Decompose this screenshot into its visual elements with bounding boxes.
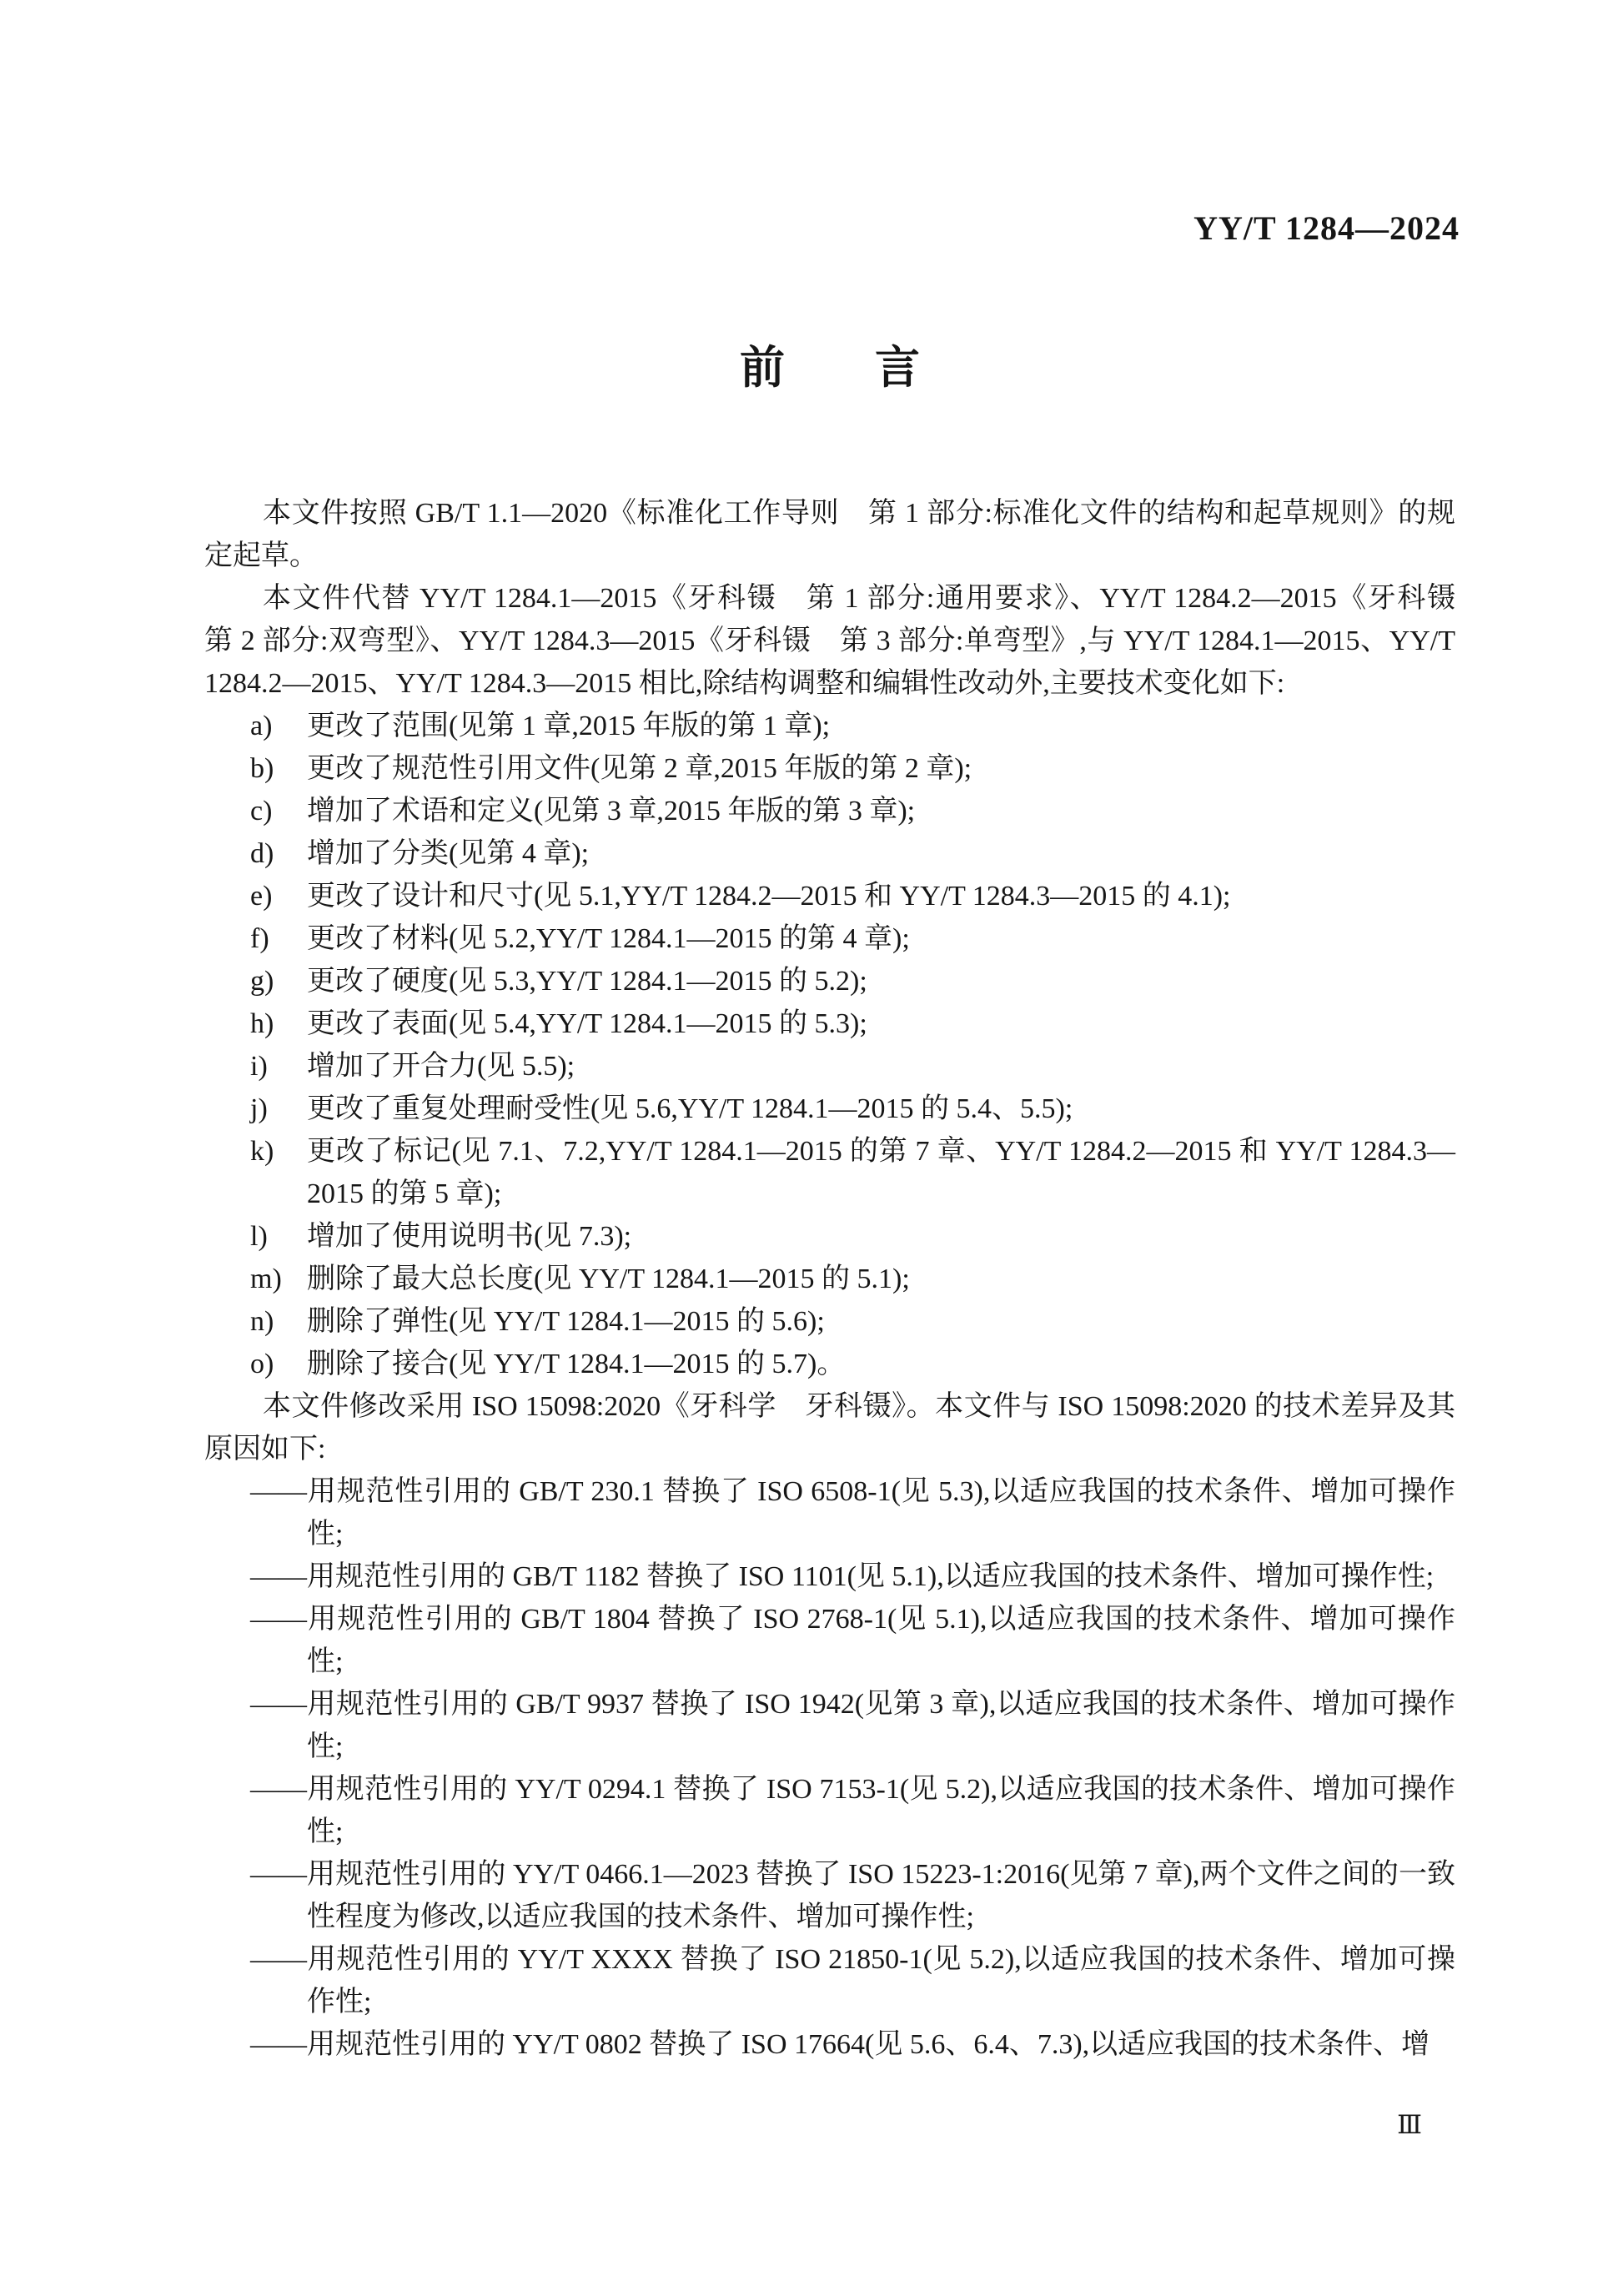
change-item-label: a) <box>250 711 273 741</box>
change-item-text: 更改了重复处理耐受性(见 5.6,YY/T 1284.1—2015 的 5.4、5.5); <box>307 1093 1073 1124</box>
difference-list-item: ——用规范性引用的 GB/T 1182 替换了 ISO 1101(见 5.1),以适应我国的技术条件、增加可操作性; <box>250 1561 1435 1592</box>
change-list-item <box>204 705 1455 747</box>
doc-number: YY/T 1284—2024 <box>1193 209 1460 247</box>
change-item-text: 更改了材料(见 5.2,YY/T 1284.1—2015 的第 4 章); <box>307 923 910 954</box>
difference-list-item: ——用规范性引用的 GB/T 9937 替换了 ISO 1942(见第 3 章),以适应我国的技术条件、增加可操作性; <box>250 1689 1455 1762</box>
change-list-item <box>204 1002 1455 1045</box>
change-item-text: 更改了硬度(见 5.3,YY/T 1284.1—2015 的 5.2); <box>307 966 867 997</box>
change-item-text: 更改了设计和尺寸(见 5.1,YY/T 1284.2—2015 和 YY/T 1284.3—2015 的 4.1); <box>307 881 1231 912</box>
change-item-label: g) <box>250 966 274 997</box>
change-item-text: 增加了分类(见第 4 章); <box>307 838 590 869</box>
change-item-text: 增加了使用说明书(见 7.3); <box>307 1221 632 1252</box>
change-item-text: 删除了最大总长度(见 YY/T 1284.1—2015 的 5.1); <box>307 1264 910 1294</box>
page-number: Ⅲ <box>1397 2110 1422 2139</box>
change-list-item <box>204 1088 1455 1130</box>
change-item-label: f) <box>250 923 269 954</box>
change-list-item <box>204 1300 1455 1343</box>
iso-adoption-paragraph: 本文件修改采用 ISO 15098:2020《牙科学 牙科镊》。本文件与 ISO 15098:2020 的技术差异及其原因如下: <box>204 1391 1455 1465</box>
change-list-item <box>204 1258 1455 1300</box>
change-item-text: 更改了表面(见 5.4,YY/T 1284.1—2015 的 5.3); <box>307 1008 867 1039</box>
difference-list-item: ——用规范性引用的 YY/T 0294.1 替换了 ISO 7153-1(见 5.2),以适应我国的技术条件、增加可操作性; <box>250 1774 1455 1847</box>
change-list-item <box>204 1343 1455 1385</box>
change-list-item <box>204 1215 1455 1258</box>
change-item-label: n) <box>250 1306 274 1337</box>
difference-list-item: ——用规范性引用的 YY/T XXXX 替换了 ISO 21850-1(见 5.2),以适应我国的技术条件、增加可操作性; <box>250 1944 1455 2017</box>
change-item-label: e) <box>250 881 273 912</box>
change-list-item <box>204 747 1455 790</box>
change-item-label: b) <box>250 753 274 784</box>
change-list-item <box>204 832 1455 875</box>
change-item-text: 更改了规范性引用文件(见第 2 章,2015 年版的第 2 章); <box>307 753 972 784</box>
change-list-item <box>204 1045 1455 1088</box>
change-item-text: 增加了术语和定义(见第 3 章,2015 年版的第 3 章); <box>307 796 916 826</box>
change-list-item <box>204 1130 1455 1215</box>
change-item-label: k) <box>250 1136 274 1167</box>
difference-list-item: ——用规范性引用的 YY/T 0802 替换了 ISO 17664(见 5.6、6.4、7.3),以适应我国的技术条件、增 <box>250 2029 1430 2060</box>
page-title: 前 言 <box>740 343 920 393</box>
intro-paragraph: 本文件代替 YY/T 1284.1—2015《牙科镊 第 1 部分:通用要求》、YY/T 1284.2—2015《牙科镊 第 2 部分:双弯型》、YY/T 1284.3—2015《牙科镊 第 3 部分:单弯型》,与 YY/T 1284.1—2015、YY/T 1284.2—2015、YY/T 1284.3—2015 相比,除结构调整和编辑性改动外,主要技术变化如下: <box>204 583 1484 699</box>
change-item-text: 增加了开合力(见 5.5); <box>307 1051 575 1082</box>
change-item-label: d) <box>250 838 274 869</box>
change-list-item <box>204 960 1455 1002</box>
change-list-item <box>204 917 1455 960</box>
change-list-item <box>204 875 1455 917</box>
change-item-text: 删除了弹性(见 YY/T 1284.1—2015 的 5.6); <box>307 1306 825 1337</box>
change-item-label: i) <box>250 1051 268 1082</box>
change-item-text: 更改了范围(见第 1 章,2015 年版的第 1 章); <box>307 711 831 741</box>
change-item-label: h) <box>250 1008 274 1039</box>
difference-list-item: ——用规范性引用的 YY/T 0466.1—2023 替换了 ISO 15223-1:2016(见第 7 章),两个文件之间的一致性程度为修改,以适应我国的技术条件、增加可操作性; <box>250 1859 1455 1932</box>
change-list-item <box>204 790 1455 832</box>
change-item-label: m) <box>250 1264 282 1294</box>
change-item-label: l) <box>250 1221 268 1252</box>
difference-list-item: ——用规范性引用的 GB/T 230.1 替换了 ISO 6508-1(见 5.3),以适应我国的技术条件、增加可操作性; <box>250 1476 1455 1550</box>
change-item-label: c) <box>250 796 273 826</box>
change-item-label: o) <box>250 1349 274 1379</box>
change-item-text: 删除了接合(见 YY/T 1284.1—2015 的 5.7)。 <box>307 1349 846 1379</box>
change-item-text: 更改了标记(见 7.1、7.2,YY/T 1284.1—2015 的第 7 章、YY/T 1284.2—2015 和 YY/T 1284.3—2015 的第 5 章); <box>307 1136 1455 1209</box>
foreword-content <box>204 492 1484 2066</box>
change-item-label: j) <box>250 1093 268 1124</box>
intro-paragraph: 本文件按照 GB/T 1.1—2020《标准化工作导则 第 1 部分:标准化文件的结构和起草规则》的规定起草。 <box>204 498 1455 571</box>
difference-list-item: ——用规范性引用的 GB/T 1804 替换了 ISO 2768-1(见 5.1),以适应我国的技术条件、增加可操作性; <box>250 1604 1455 1677</box>
